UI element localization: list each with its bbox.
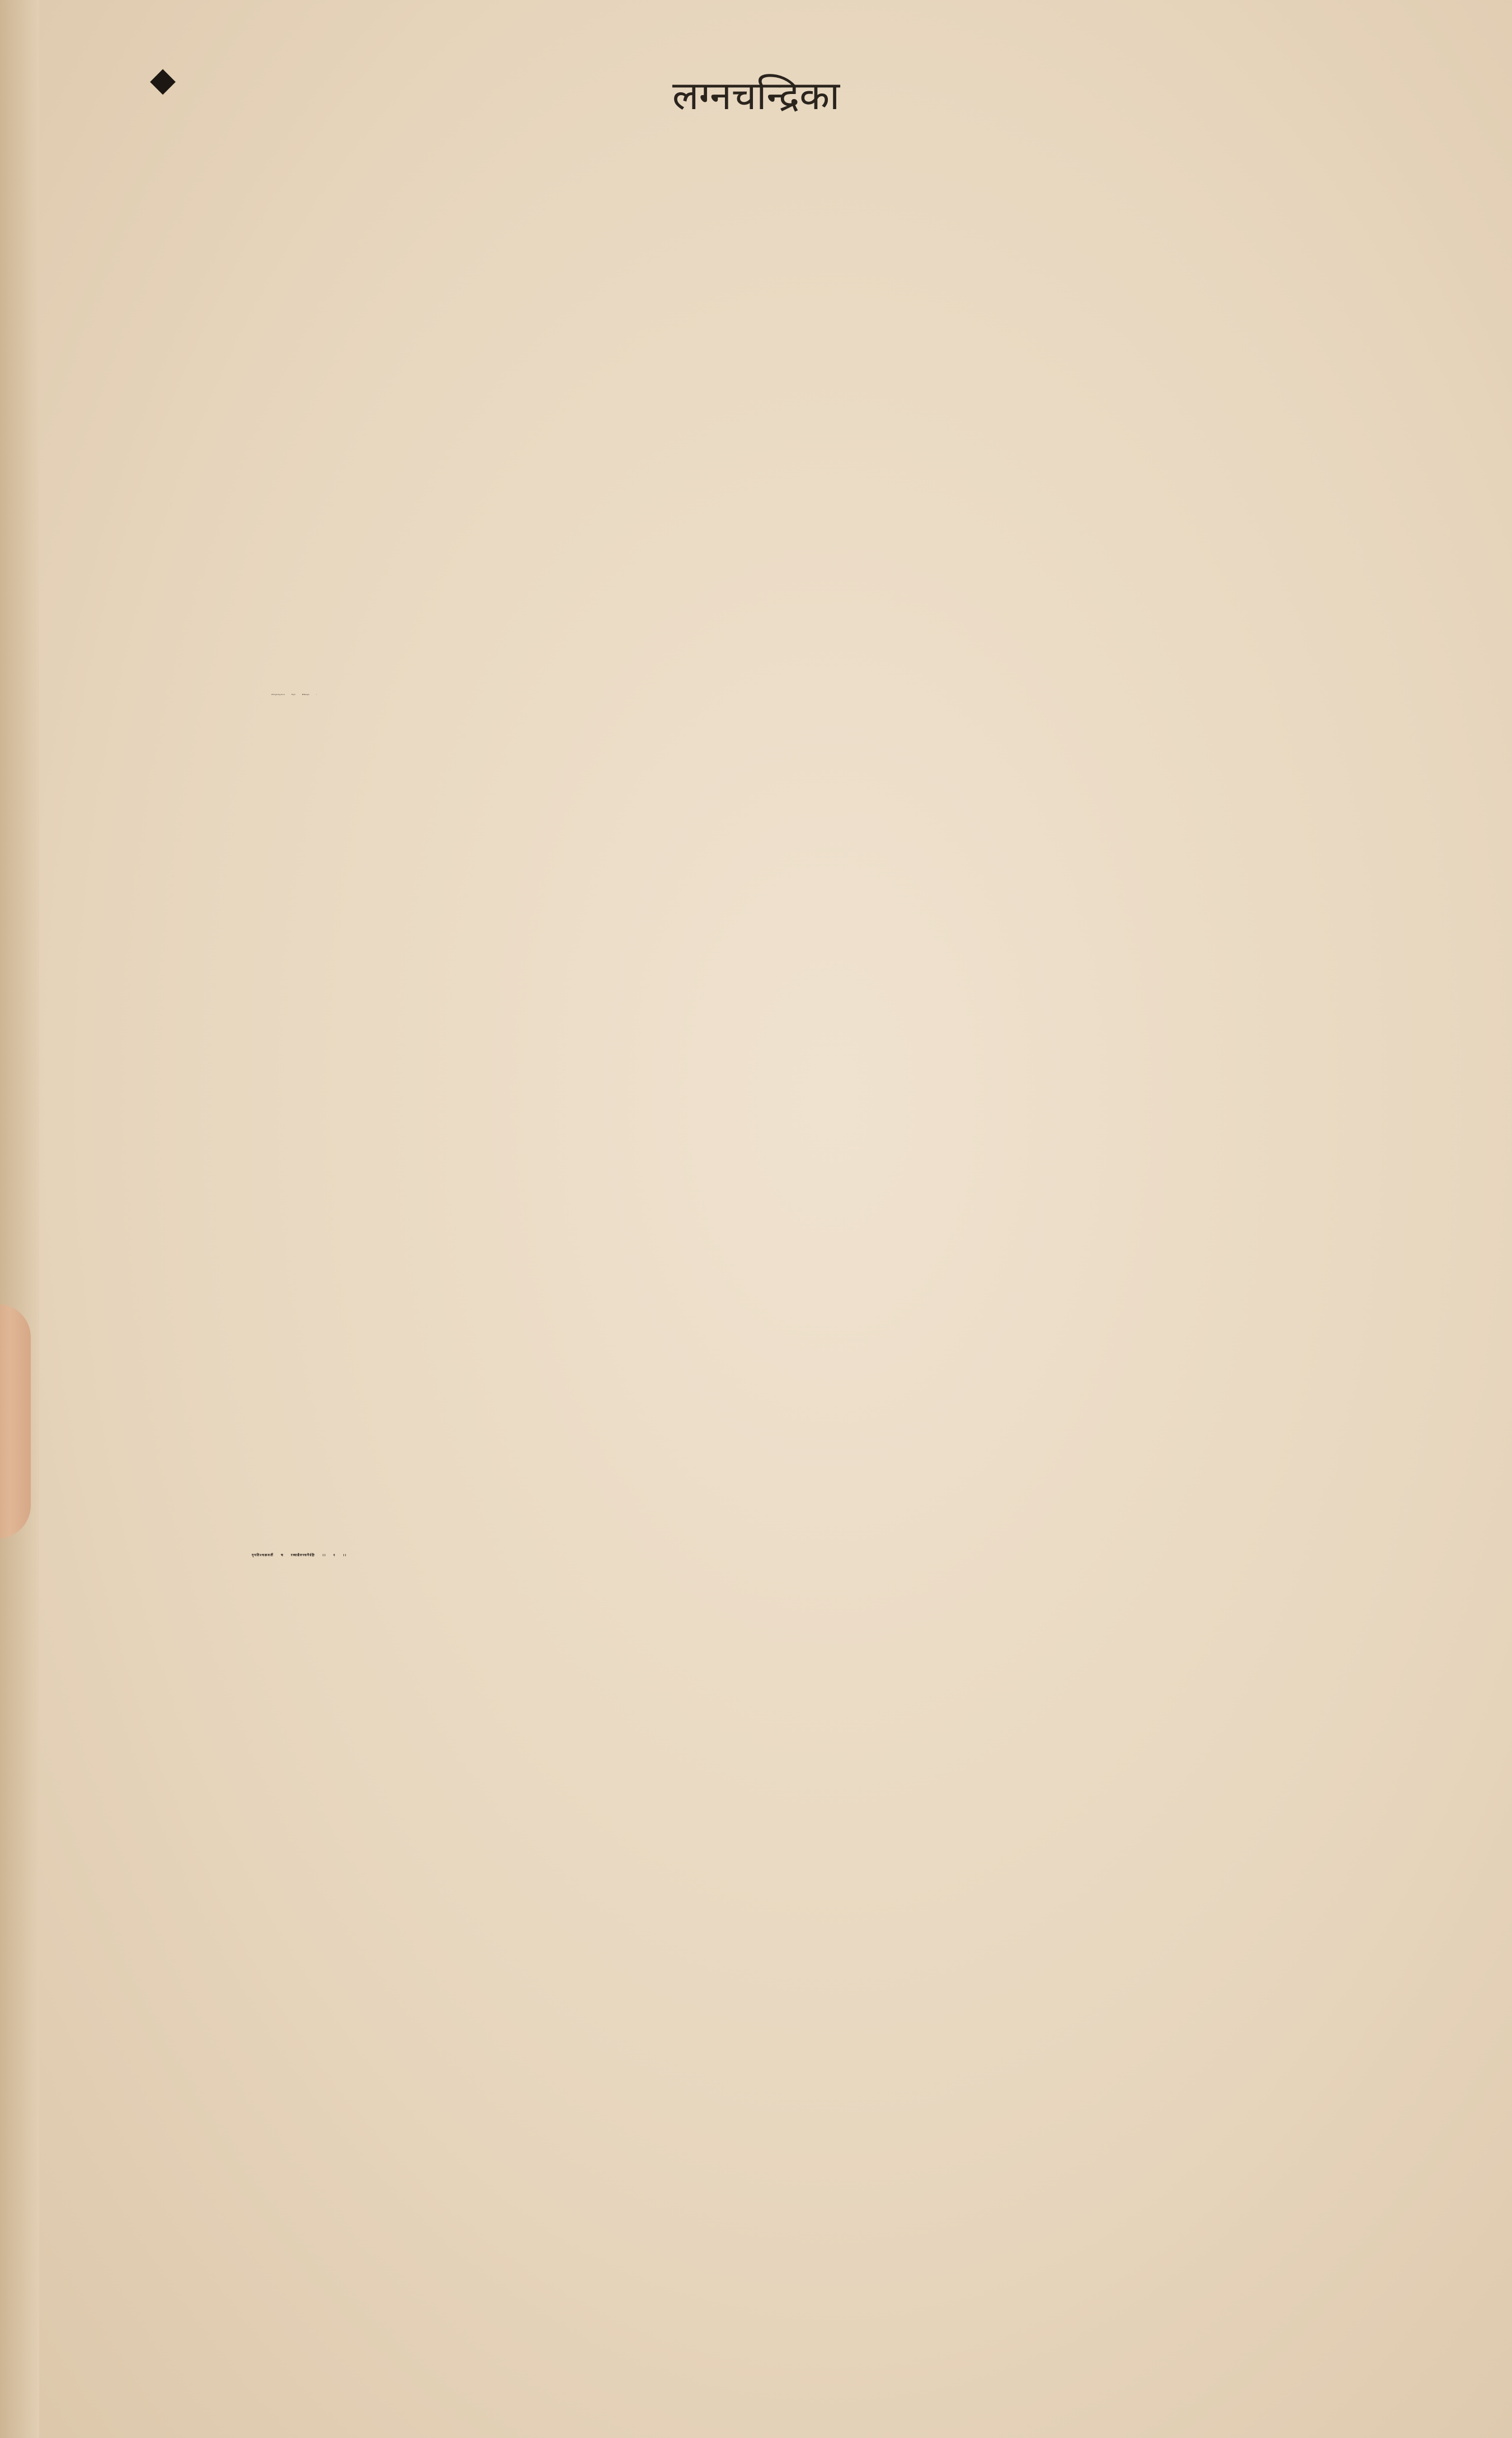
running-head: लग्नचन्द्रिका <box>672 73 840 119</box>
page-gutter-shadow <box>0 0 39 2438</box>
thumb-holding-page <box>0 1304 31 1539</box>
page-corner-bullet: ◆ <box>150 60 176 99</box>
verse-15-line-1: शनिस्तुलायामुच्चश्च मिथुने सिंहिकासुतः । <box>271 694 318 696</box>
yoga-verse-1-line-2: नृपतिश्चक्रवर्ती च रव्याद्यैरुच्चगैर्ग्रहैः ।। १ ।। <box>252 1553 347 1557</box>
